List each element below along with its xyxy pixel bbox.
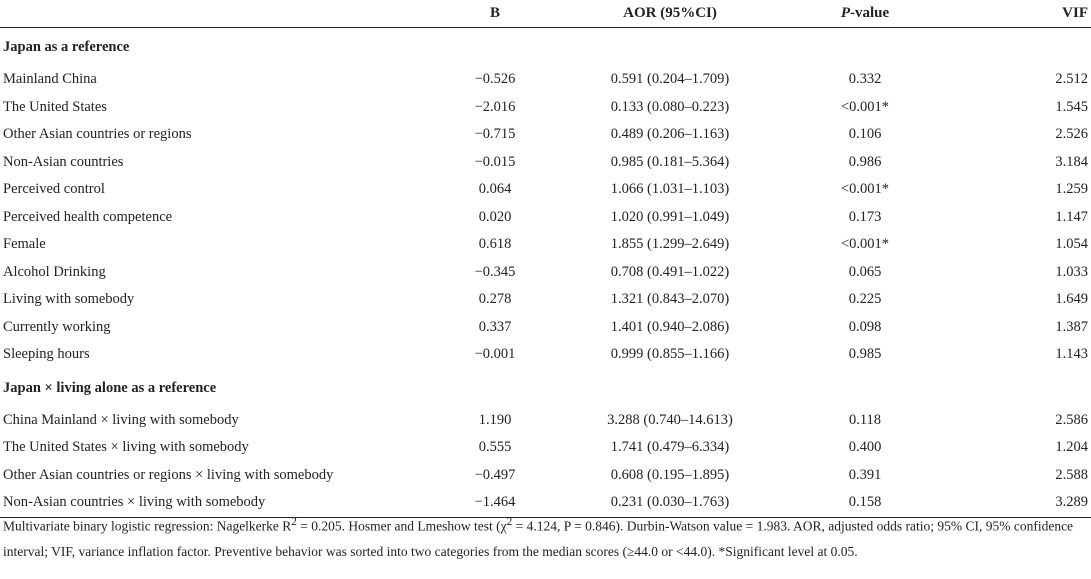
row-p-value: 0.158 <box>848 494 882 510</box>
row-b: −0.526 <box>474 71 516 87</box>
row-p-value: 0.332 <box>848 71 882 87</box>
row-label: China Mainland × living with somebody <box>3 411 239 428</box>
row-b: −0.001 <box>474 346 516 362</box>
row-label: Living with somebody <box>3 291 135 307</box>
row-aor: 0.133 (0.080–0.223) <box>610 98 730 115</box>
row-aor: 1.066 (1.031–1.103) <box>610 181 730 197</box>
row-p-value: 0.986 <box>848 153 882 170</box>
table-row <box>0 314 1091 342</box>
row-vif: 3.289 <box>1055 494 1088 510</box>
row-label: Sleeping hours <box>3 346 90 362</box>
row-label: Other Asian countries or regions <box>3 126 192 142</box>
row-label: Non-Asian countries <box>3 153 124 170</box>
row-p-value: 0.225 <box>848 291 882 307</box>
table-row <box>0 94 1091 122</box>
row-p-value: 0.106 <box>848 126 882 142</box>
table-row <box>0 121 1091 149</box>
row-label: Female <box>3 236 46 252</box>
row-p-value: 0.391 <box>848 466 882 483</box>
table-header <box>0 0 1091 28</box>
row-aor: 3.288 (0.740–14.613) <box>607 411 733 428</box>
row-p-value: <0.001* <box>840 98 890 115</box>
row-p-value: 0.098 <box>848 318 882 335</box>
header-row <box>0 0 1091 28</box>
row-aor: 0.591 (0.204–1.709) <box>610 71 730 87</box>
header-aor: AOR (95%CI) <box>623 5 717 21</box>
row-aor: 1.855 (1.299–2.649) <box>610 236 730 252</box>
row-vif: 1.649 <box>1055 291 1088 307</box>
row-p-value: <0.001* <box>840 236 890 252</box>
row-label: Mainland China <box>3 71 97 87</box>
row-aor: 0.231 (0.030–1.763) <box>610 494 730 510</box>
row-aor: 0.985 (0.181–5.364) <box>610 153 730 170</box>
row-vif: 2.512 <box>1055 71 1088 87</box>
row-b: 0.278 <box>478 291 512 307</box>
row-aor: 1.321 (0.843–2.070) <box>610 291 730 307</box>
row-b: −0.497 <box>474 466 516 483</box>
row-label: Currently working <box>3 318 111 335</box>
table-row <box>0 204 1091 232</box>
row-vif: 1.143 <box>1055 346 1088 362</box>
row-aor: 1.401 (0.940–2.086) <box>610 318 730 335</box>
row-aor: 0.999 (0.855–1.166) <box>610 346 730 362</box>
table-row <box>0 259 1091 287</box>
row-p-value: 0.400 <box>848 439 882 455</box>
row-b: −0.015 <box>474 153 516 170</box>
header-variable <box>0 0 420 28</box>
section-header-row <box>0 369 1091 407</box>
row-aor: 0.489 (0.206–1.163) <box>610 126 730 142</box>
row-vif: 1.387 <box>1055 318 1088 335</box>
table-row <box>0 341 1091 369</box>
row-p-value: 0.118 <box>848 411 882 428</box>
table-row <box>0 176 1091 204</box>
row-vif: 1.204 <box>1055 439 1088 455</box>
table-body <box>0 28 1091 518</box>
header-vif: VIF <box>1062 5 1088 21</box>
row-b: −0.715 <box>474 126 516 142</box>
row-vif: 3.184 <box>1055 153 1088 170</box>
row-b: −2.016 <box>474 98 516 115</box>
row-aor: 1.020 (0.991–1.049) <box>610 208 730 225</box>
row-vif: 1.147 <box>1055 208 1088 225</box>
row-vif: 1.033 <box>1055 263 1088 280</box>
table-row <box>0 66 1091 94</box>
row-aor: 0.708 (0.491–1.022) <box>610 263 730 280</box>
row-label: The United States × living with somebody <box>3 439 249 455</box>
table-row <box>0 407 1091 435</box>
section-title: Japan × living alone as a reference <box>3 379 217 396</box>
row-p-value: <0.001* <box>840 181 890 197</box>
row-label: Alcohol Drinking <box>3 263 106 280</box>
row-vif: 2.586 <box>1055 411 1088 428</box>
section-title: Japan as a reference <box>3 39 130 55</box>
row-vif: 1.545 <box>1055 98 1088 115</box>
row-vif: 1.259 <box>1055 181 1088 197</box>
table-row <box>0 231 1091 259</box>
row-b: 0.555 <box>478 439 512 455</box>
row-p-value: 0.065 <box>848 263 882 280</box>
table-row <box>0 462 1091 490</box>
table-footnote: Multivariate binary logistic regression: Nagelkerke $R^2 = 0.205$. Hosmer and Lmeshow test ($\chi^2 = 4.124$, P = 0.846). Durbin-Watson value = 1.983. AOR, adjusted odds ratio; 95% CI, 95% confidence interval; VIF, variance inflation factor. Preventive behavior was sorted into two categories from the median scores (≥44.0 or <44.0). *Significant level at 0.05. <box>3 516 1074 559</box>
row-label: Perceived health competence <box>3 208 173 225</box>
row-aor: 0.608 (0.195–1.895) <box>610 466 730 483</box>
row-b: −1.464 <box>474 494 516 510</box>
row-b: 0.618 <box>478 236 512 252</box>
row-b: 0.064 <box>478 181 512 197</box>
section-header-row <box>0 28 1091 67</box>
row-b: 0.337 <box>478 318 512 335</box>
table-row <box>0 286 1091 314</box>
row-vif: 1.054 <box>1055 236 1088 252</box>
row-label: Non-Asian countries × living with somebody <box>3 494 266 510</box>
row-vif: 2.526 <box>1055 126 1088 142</box>
row-label: The United States <box>3 98 107 115</box>
table-row <box>0 149 1091 177</box>
table-row <box>0 434 1091 462</box>
row-b: 1.190 <box>478 411 512 428</box>
row-label: Perceived control <box>3 181 105 197</box>
row-vif: 2.588 <box>1055 466 1088 483</box>
row-b: −0.345 <box>474 263 516 280</box>
header-p-value: P-value <box>840 5 890 21</box>
row-p-value: 0.173 <box>848 208 882 225</box>
row-aor: 1.741 (0.479–6.334) <box>610 439 730 455</box>
row-b: 0.020 <box>478 208 512 225</box>
row-p-value: 0.985 <box>848 346 882 362</box>
row-label: Other Asian countries or regions × living with somebody <box>3 466 334 483</box>
header-b: B <box>489 5 500 21</box>
